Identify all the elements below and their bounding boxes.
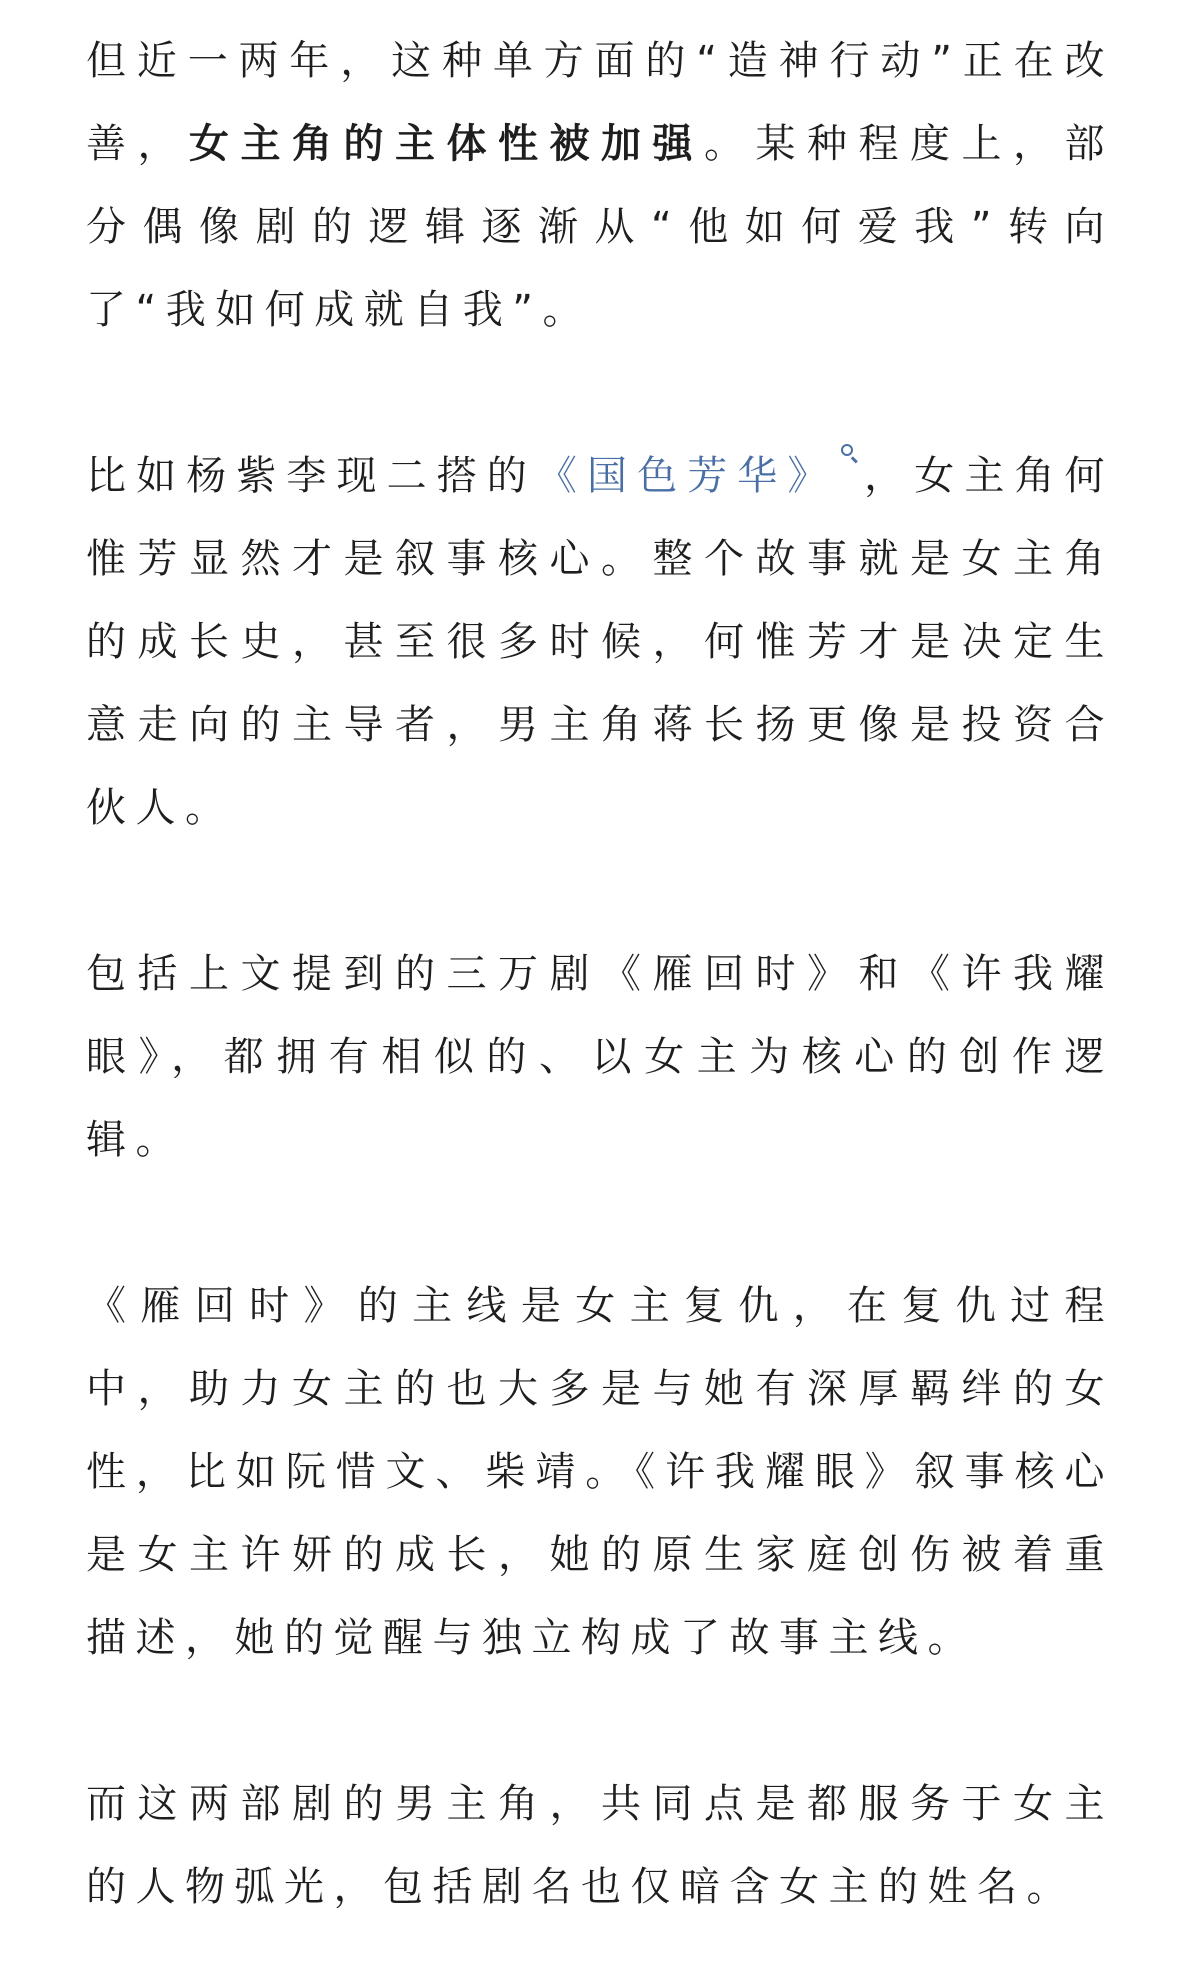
search-icon[interactable] — [840, 443, 860, 463]
paragraph-2-text-end: ，女主角何惟芳显然才是叙事核心。整个故事就是女主角的成长史，甚至很多时候，何惟芳才是决定生意走向的主导者，男主角蒋长扬更像是投资合伙人。 — [86, 453, 1115, 831]
paragraph-2-text-start: 比如杨紫李现二搭的 — [86, 453, 537, 499]
drama-title-link[interactable]: 《国色芳华》 — [536, 453, 838, 499]
paragraph-4: 《雁回时》的主线是女主复仇，在复仇过程中，助力女主的也大多是与她有深厚羁绊的女性，比如阮惜文、柴靖。《许我耀眼》叙事核心是女主许妍的成长，她的原生家庭创伤被着重描述，她的觉醒与独立构成了故事主线。 — [86, 1283, 1114, 1661]
paragraph-1-text-end: 。某种程度上，部分偶像剧的逻辑逐渐从“他如何爱我”转向了“我如何成就自我”。 — [86, 121, 1114, 333]
paragraph-1-text-start: 但近一两年，这种单方面的“造神行动”正在改善， — [86, 38, 1114, 167]
paragraph-2 — [86, 435, 1114, 850]
paragraph-1 — [86, 20, 1114, 352]
paragraph-3: 包括上文提到的三万剧《雁回时》和《许我耀眼》，都拥有相似的、以女主为核心的创作逻辑。 — [86, 951, 1114, 1163]
paragraph-5: 而这两部剧的男主角，共同点是都服务于女主的人物弧光，包括剧名也仅暗含女主的姓名。 — [86, 1781, 1114, 1910]
article-body — [86, 20, 1114, 1929]
paragraph-1-bold-text: 女主角的主体性被加强 — [189, 121, 704, 167]
